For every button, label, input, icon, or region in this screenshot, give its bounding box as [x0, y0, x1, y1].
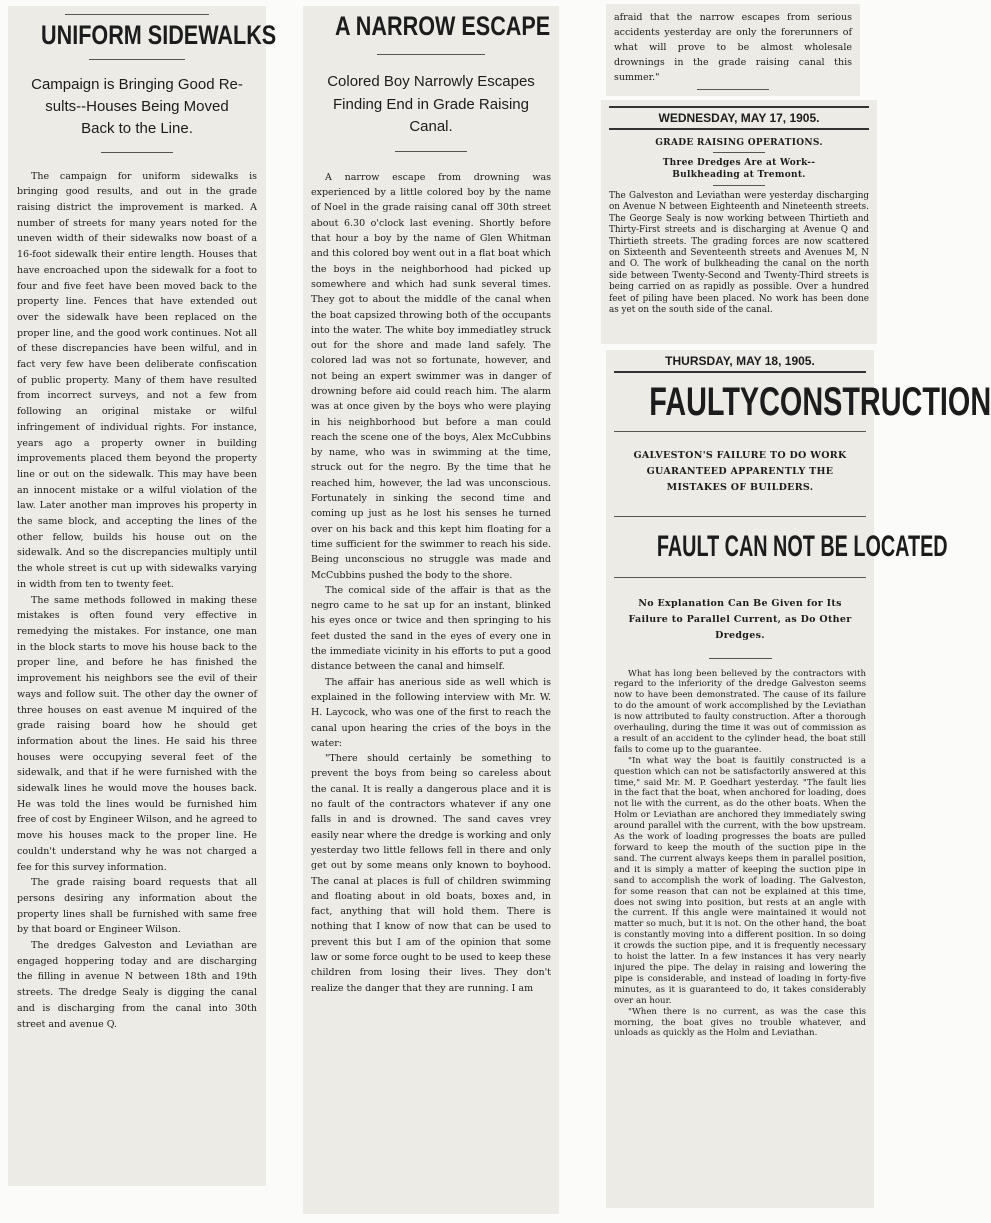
divider [101, 152, 173, 153]
article-narrow-escape [303, 6, 559, 1214]
divider [89, 59, 185, 60]
article-body [311, 170, 551, 996]
headline: FAULTYCONSTRUCTION [649, 380, 991, 424]
article-faulty-construction [606, 350, 991, 1208]
kicker: GRADE RAISING OPERATIONS. [655, 138, 823, 148]
deck: No Explanation Can Be Given for Its Failure to Parallel Current, as Do Other Dredges. [628, 597, 852, 641]
article-grade-raising-operations [601, 100, 877, 344]
paragraph: afraid that the narrow escapes from serious accidents yesterday are only the forerunners of what will prove to be almost wholesale drownings in the grade raising canal this summer." [614, 12, 852, 83]
subhead: Colored Boy Narrowly Escapes Finding End in Grade Raising Canal. [327, 73, 535, 136]
paragraph: What has long been believed by the contractors with regard to the inferiority of the dredge Galveston seems now to have been demonstrated. The cause of its failure to do the amount of work accomplished by the Leviathan is now attributed to faulty construction. After a thorough overhauling, during the time it was out of commission as a result of an accident to the cylinder head, the boat still fails to come up to the guarantee. [614, 668, 866, 755]
headline: UNIFORM SIDEWALKS [41, 20, 277, 50]
subhead: Campaign is Bringing Good Re-sults--Houses Being Moved Back to the Line. [31, 76, 243, 137]
subkicker: Three Dredges Are at Work--Bulkheading at Tremont. [662, 158, 816, 180]
paragraph: "There should certainly be something to prevent the boys from being so careless about the canal. It is really a dangerous place and it is no fault of the contractors whatever if any one falls in and is drowned. The sand caves vrey easily near where the dredge is working and only yesterday two little fellows fell in there and only get out by some means only known to boyhood. The canal at places is full of children swimming and floating about in old boats, boxes and, in fact, anything that will hold them. There is nothing that I know of now that can be used to prevent this but I am of the opinion that some law or some force ought to be used to keep these children from losing their lives. They don't realize the danger that they are running. I am [311, 753, 551, 994]
paragraph: The campaign for uniform sidewalks is bringing good results, and out in the grade raising district the improvement is marked. A number of streets for many years noted for the uneven width of their sidewalks now boast of a 16-foot sidewalk their entire length. Houses that have encroached upon the sidewalk for a foot to four and five feet have been moved back to the property line. Fences that have extended out over the sidewalk have been replaced on the proper line, and the good work continues. Not all of these discrepancies have been wilful, and in fact very few have been deliberate confiscation of public property. Many of them have resulted from incorrect surveys, and not a few from following an original mistake or wilful infringement of individual rights. For instance, years ago a property owner in building improvements placed them beyond the property line or out on the sidewalk. This may have been an innocent mistake or a wilful violation of the law. Later another man improves his property in the same block, and accepting the lines of the other fellow, builds his house out on the sidewalk. And so the discrepancies multiply until the whole street is cut up with sidewalks varying in width from ten to twenty feet. [17, 170, 257, 590]
paragraph: The Galveston and Leviathan were yesterday discharging on Avenue N between Eighteenth and Nineteenth streets. The George Sealy is now working between Thirtieth and Thirty-First streets and is discharging at Avenue Q and Thirtieth streets. The grading forces are now scattered on Sixteenth and Seventeenth streets and Avenues M, N and O. The work of bulkheading the canal on the north side between Twenty-Second and Twenty-Third streets is being carried on as rapidly as possible. Over a hundred feet of piling have been placed. No work has been done as yet on the south side of the canal. [609, 191, 869, 316]
rule [614, 516, 866, 517]
paragraph: A narrow escape from drowning was experienced by a little colored boy by the name of Noel in the grade raising canal off 30th street about 6.30 o'clock last evening. Shortly before that hour a boy by the name of Glen Whitman and this colored boy went out in a flat boat which the boys in the neighborhood had picked up somewhere and which had sunk several times. They got to about the middle of the canal when the boat capsized throwing both of the occupants into the water. The white boy immediatley struck out for the shore and made land safely. The colored lad was not so fortunate, however, and not being an expert swimmer was in danger of drowning before aid could reach him. The alarm was at once given by the boys who were playing in his neighborhood but before a man could reach the scene one of the boys, Alex McCubbins by name, who was in swimming at the time, struck out for the negro. By the time that he reached him, however, the lad was unconscious. Fortunately in sinking the second time and coming up just as he lost his senses he turned over on his back and this kept him floating for a time sufficient for the swimmer to reach his side. Being unconscious no struggle was made and McCubbins pushed the body to the shore. [311, 171, 551, 581]
article-continuation [606, 4, 860, 96]
divider [713, 152, 765, 153]
paragraph: The same methods followed in making these mistakes is often found very effective in remedying the mistakes. For instance, one man in the block starts to move his house back to the proper line, and before he has finished the improvement his neighbors see the evil of their ways and follow suit. The other day the owner of three houses on east avenue M inquired of the grade raising board how he should get information about the lines. He said his three houses were occupying several feet of the sidewalk, and that if he were furnished with the sidewalk lines he would move the houses back. He was told the lines would be furnished him free of cost by Engineer Wilson, and he agreed to move his houses mack to the proper line. He couldn't understand why he was not charged a fee for this survey information. [17, 594, 257, 873]
divider [709, 658, 772, 659]
dateline: WEDNESDAY, MAY 17, 1905. [658, 111, 820, 125]
headline: FAULT CAN NOT BE LOCATED [656, 530, 948, 563]
divider [395, 151, 467, 152]
top-rule [65, 14, 209, 15]
rule [614, 577, 866, 578]
paragraph: The affair has anerious side as well which is explained in the following interview with Mr. W. H. Laycock, who was one of the first to reach the canal upon hearing the cries of the boys in the water: [311, 676, 551, 749]
divider [697, 89, 768, 90]
dateline: THURSDAY, MAY 18, 1905. [665, 354, 815, 368]
rule [609, 128, 869, 130]
article-uniform-sidewalks [8, 6, 277, 1186]
headline: A NARROW ESCAPE [335, 11, 551, 41]
divider [713, 185, 765, 186]
paragraph: "When there is no current, as was the case this morning, the boat gives no trouble whatever, and unloads as quickly as the Holm and Leviathan. [614, 1006, 866, 1039]
paragraph: "In what way the boat is fauitily constructed is a question which can not be satisfactorily answered at this time," said Mr. M. P. Goedhart yesterday. "The fault lies in the fact that the boat, when anchored for loading, does not lie with the current, as do the other boats. When the Holm or Leviathan are anchored they immediately swing around parallel with the current, with the bow upstream. As the work of loading progresses the boats are pulled forward to keep the mouth of the suction pipe in the sand. The current always keeps them in parallel position, and it is simply a matter of keeping the suction pipe in sand to accomplish the work of loading. The Galveston, for some reason that can not be explained at this time, does not swing into position, but rests at an angle with the current. If this angle were maintained it would not matter so much, but it is not. On the other hand, the boat is constantly moving into a different position. In so doing it crowds the suction pipe, and it is frequently necessary to hoist the latter. In a few instances it has very nearly injured the pipe. The delay in raising and lowering the pipe is considerable, and instead of loading in forty-five minutes, as it is guaranteed to do, it takes considerably over an hour. [614, 755, 866, 1006]
paragraph: The comical side of the affair is that as the negro came to he sat up for an instant, blinked his eyes once or twice and then springing to his feet dusted the sand in the eyes of every one in the immediate vicinity in his efforts to put a good distance between the canal and himself. [311, 584, 551, 673]
paragraph: The grade raising board requests that all persons desiring any information about the property lines shall be furnished with same free by that board or Engineer Wilson. [17, 877, 257, 936]
paragraph: The dredges Galveston and Leviathan are engaged hoppering today and are discharging the filling in avenue N between 18th and 19th streets. The dredge Sealy is digging the canal and is discharging from the canal into 30th street and avenue Q. [17, 940, 257, 1030]
rule [614, 371, 866, 373]
rule [609, 106, 869, 108]
article-body [614, 669, 866, 1040]
article-body [17, 169, 257, 1033]
deck: GALVESTON'S FAILURE TO DO WORK GUARANTEED APPARENTLY THE MISTAKES OF BUILDERS. [633, 450, 847, 493]
divider [377, 54, 485, 55]
rule [614, 431, 866, 432]
